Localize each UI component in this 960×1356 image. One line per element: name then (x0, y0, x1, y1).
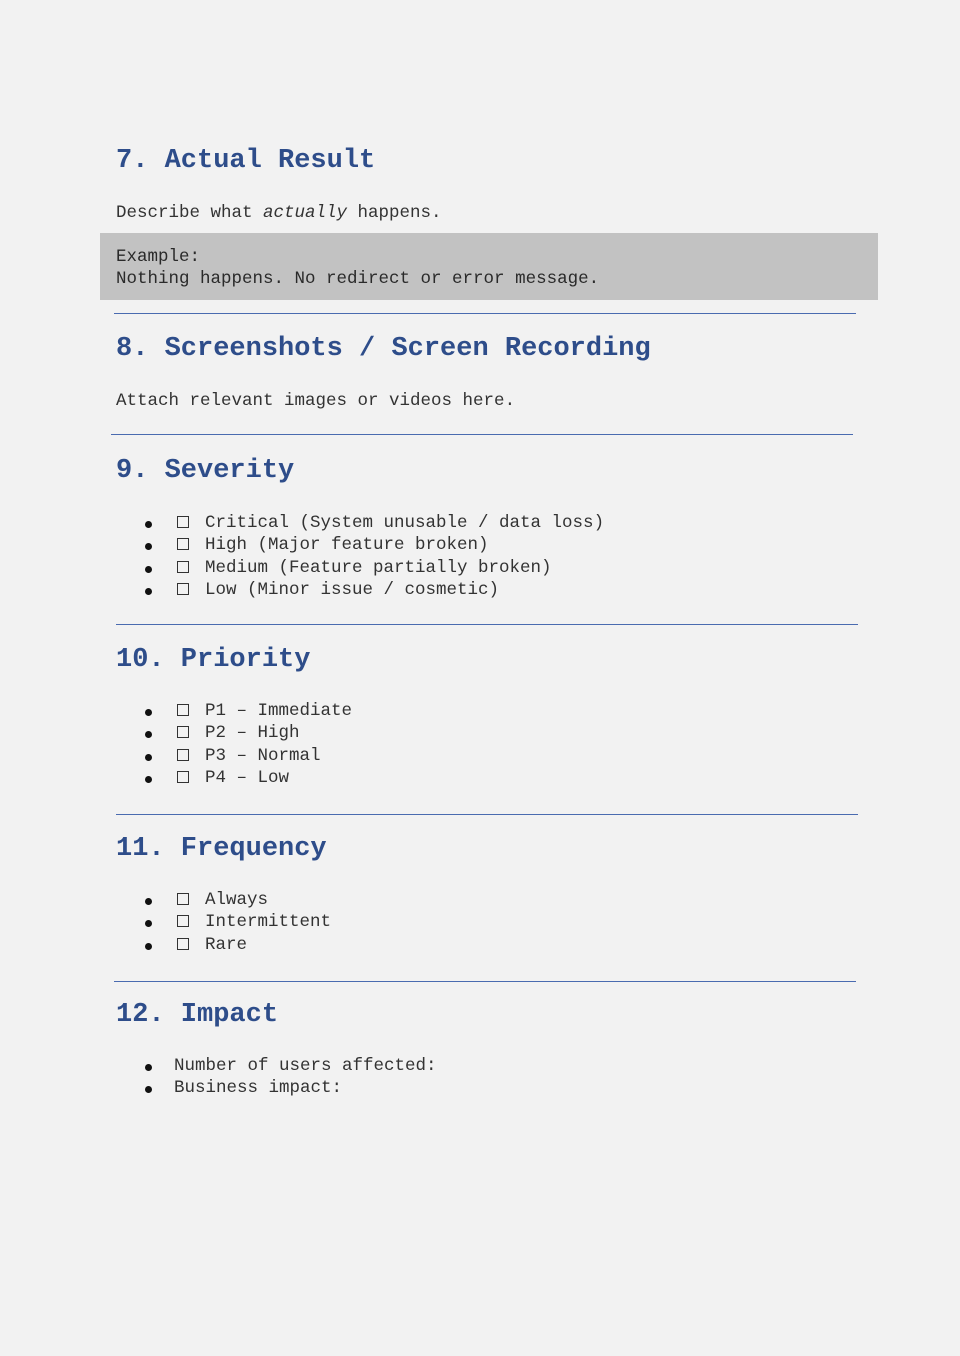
impact-label-business-impact: Business impact: (174, 1078, 343, 1099)
bullet-icon (145, 920, 152, 927)
severity-label-medium: Medium (Feature partially broken) (205, 557, 552, 578)
bullet-icon (145, 566, 152, 573)
checkbox-always[interactable] (177, 893, 189, 905)
actual-result-description (116, 202, 442, 224)
section-heading-severity: 9. Severity (116, 456, 295, 486)
section-divider (111, 434, 853, 435)
priority-label-p2: P2 – High (205, 723, 300, 744)
bullet-icon (145, 776, 152, 783)
bullet-icon (145, 543, 152, 550)
checkbox-high[interactable] (177, 538, 189, 550)
severity-label-high: High (Major feature broken) (205, 535, 489, 556)
impact-label-users-affected: Number of users affected: (174, 1056, 437, 1076)
section-heading-priority: 10. Priority (116, 645, 311, 675)
bullet-icon (145, 521, 152, 528)
section-heading-screenshots: 8. Screenshots / Screen Recording (116, 334, 651, 364)
checkbox-p3[interactable] (177, 749, 189, 761)
section-divider (116, 814, 858, 815)
checkbox-p1[interactable] (177, 704, 189, 716)
actual-result-desc-emphasis: actually (263, 203, 348, 223)
example-text: Nothing happens. No redirect or error message. (116, 269, 600, 289)
bullet-icon (145, 943, 152, 950)
screenshots-description: Attach relevant images or videos here. (116, 391, 516, 411)
bullet-icon (145, 588, 152, 595)
section-heading-impact: 12. Impact (116, 1000, 279, 1030)
checkbox-critical[interactable] (177, 516, 189, 528)
priority-label-p3: P3 – Normal (205, 745, 321, 766)
section-heading-actual-result: 7. Actual Result (116, 146, 376, 176)
bullet-icon (145, 754, 152, 761)
frequency-label-intermittent: Intermittent (205, 912, 332, 933)
severity-label-critical: Critical (System unusable / data loss) (205, 513, 605, 533)
section-divider (114, 981, 856, 982)
checkbox-p4[interactable] (177, 771, 189, 783)
priority-label-p4: P4 – Low (205, 767, 290, 788)
frequency-label-always: Always (205, 890, 269, 910)
actual-result-desc-start: Describe what (116, 203, 264, 223)
bullet-icon (145, 898, 152, 905)
section-divider (114, 313, 856, 314)
checkbox-low[interactable] (177, 583, 189, 595)
section-divider (116, 624, 858, 625)
bullet-icon (145, 1064, 152, 1071)
checkbox-p2[interactable] (177, 726, 189, 738)
section-heading-frequency: 11. Frequency (116, 834, 327, 864)
frequency-label-rare: Rare (205, 934, 248, 955)
bullet-icon (145, 731, 152, 738)
checkbox-intermittent[interactable] (177, 915, 189, 927)
bullet-icon (145, 709, 152, 716)
actual-result-desc-end: happens. (347, 203, 442, 223)
severity-label-low: Low (Minor issue / cosmetic) (205, 579, 500, 600)
checkbox-rare[interactable] (177, 938, 189, 950)
checkbox-medium[interactable] (177, 561, 189, 573)
bullet-icon (145, 1086, 152, 1093)
example-label: Example: (116, 247, 201, 267)
priority-label-p1: P1 – Immediate (205, 701, 353, 721)
